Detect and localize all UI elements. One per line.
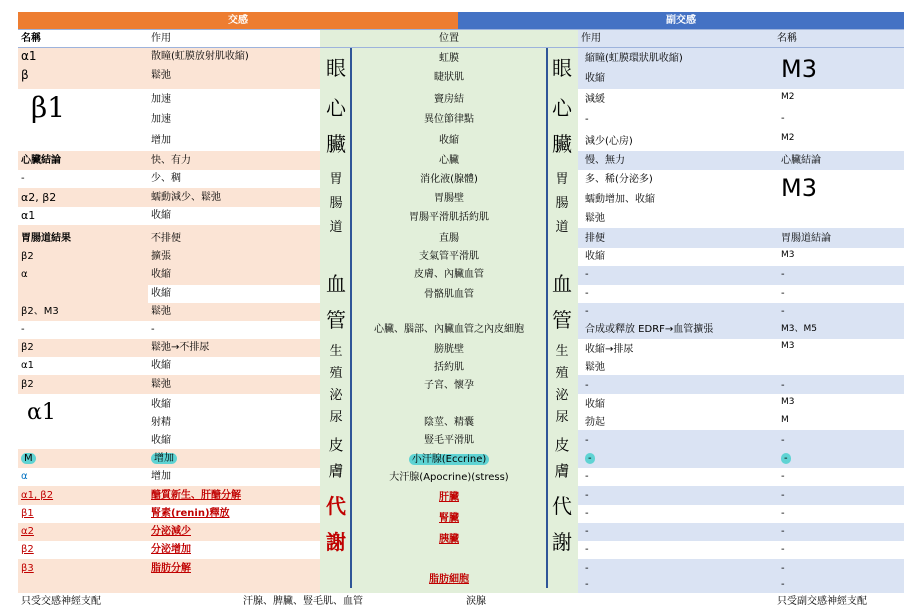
organ-eye-right: 眼 (552, 56, 572, 80)
right-action-25: - (585, 508, 589, 519)
right-action-7: 多、稀(分泌多) (585, 174, 653, 185)
organ-repro4-right: 尿 (555, 410, 569, 425)
left-name-1: α1 (21, 49, 37, 63)
left-action-27: 分泌增加 (151, 544, 191, 555)
position-17: 子宮、懷孕 (424, 380, 474, 391)
organ-skin2-right: 膚 (554, 462, 570, 480)
right-action-27: - (585, 544, 589, 555)
right-action-10: 排便 (585, 233, 605, 244)
left-action-2: 鬆弛 (151, 70, 171, 81)
left-action-21: 收縮 (151, 435, 171, 446)
left-name-8: 胃腸道結果 (21, 233, 71, 244)
position-1: 虹膜 (439, 53, 459, 64)
position-3: 竇房結 (434, 94, 464, 105)
right-name-24: - (781, 563, 785, 574)
left-name-22: β2 (21, 544, 34, 555)
right-name-14: - (781, 380, 785, 391)
position-column-header: 位置 (320, 30, 578, 47)
left-action-5: 增加 (151, 135, 171, 146)
position-18: 陰莖、精囊 (424, 417, 474, 428)
right-name-13: M3 (781, 341, 795, 351)
left-action-8: 蠕動減少、鬆弛 (151, 192, 221, 203)
left-action-26: 分泌減少 (151, 526, 191, 537)
left-action-10: 不排便 (151, 233, 181, 244)
sympathetic-header: 交感 (18, 12, 458, 29)
right-name-11: - (781, 306, 785, 317)
right-name-2: M2 (781, 92, 795, 102)
right-name-12: M3、M5 (781, 324, 817, 334)
left-action-12: 收縮 (151, 269, 171, 280)
parasympathetic-header: 副交感 (458, 12, 904, 29)
left-name-23: β3 (21, 563, 34, 574)
left-name-15: β2 (21, 379, 34, 390)
right-action-4: - (585, 114, 589, 125)
position-15: 膀胱壁 (434, 344, 464, 355)
p-name-column-header: 名稱 (774, 30, 904, 47)
left-action-3: 加速 (151, 94, 171, 105)
right-action-24: - (585, 490, 589, 501)
right-action-16: 收縮→排尿 (585, 344, 634, 355)
right-action-22: - (582, 450, 774, 468)
position-8: 胃腸壁 (434, 193, 464, 204)
left-action-6: 快、有力 (151, 155, 191, 166)
left-name-20: β1 (21, 508, 34, 519)
right-name-22: - (781, 526, 785, 537)
organ-gi3-right: 道 (555, 220, 569, 235)
right-name-21: - (781, 508, 785, 519)
footer-left: 只受交感神經支配 (18, 593, 148, 610)
right-name-17: - (781, 435, 785, 446)
right-name-19: - (781, 471, 785, 482)
organ-meta2-left: 謝 (326, 530, 346, 554)
right-name-3: - (781, 113, 785, 124)
right-action-23: - (585, 471, 589, 482)
left-name-11: β2、M3 (21, 306, 59, 317)
right-name-1: M3 (781, 55, 817, 83)
organ-repro2-left: 殖 (329, 366, 343, 381)
position-12: 皮膚、內臟血管 (414, 269, 484, 280)
organ-gi1-right: 胃 (555, 172, 569, 187)
right-action-21: - (585, 435, 589, 446)
position-9: 胃腸平滑肌括約肌 (409, 212, 489, 223)
right-name-7: 胃腸道結論 (781, 233, 831, 244)
position-20: 小汗腺(Eccrine) (352, 451, 546, 469)
organ-heart1-right: 心 (552, 96, 572, 120)
position-23: 腎臟 (439, 513, 459, 524)
organ-gi2-left: 腸 (329, 196, 343, 211)
left-action-22: 增加 (148, 450, 320, 468)
organ-heart2-left: 臟 (326, 132, 346, 156)
organ-eye-left: 眼 (326, 56, 346, 80)
organ-vessel2-right: 管 (552, 308, 572, 332)
left-action-11: 擴張 (151, 251, 171, 262)
left-name-5: - (21, 173, 25, 184)
right-name-5: 心臟結論 (781, 155, 821, 166)
left-name-6: α2, β2 (21, 191, 57, 204)
left-action-4: 加速 (151, 114, 171, 125)
right-action-5: 減少(心房) (585, 136, 633, 147)
right-name-23: - (781, 544, 785, 555)
left-name-9: β2 (21, 251, 34, 262)
organ-repro4-left: 尿 (329, 410, 343, 425)
position-4: 異位節律點 (424, 114, 474, 125)
left-action-17: 收縮 (151, 360, 171, 371)
left-action-14: 鬆弛 (151, 306, 171, 317)
left-name-21: α2 (21, 526, 34, 537)
right-action-14: - (585, 306, 589, 317)
organ-skin1-left: 皮 (328, 436, 344, 454)
left-name-18: α (21, 471, 28, 482)
right-action-20: 勃起 (585, 417, 605, 428)
organ-repro1-right: 生 (555, 344, 569, 359)
position-2: 睫狀肌 (434, 72, 464, 83)
organ-meta1-right: 代 (552, 494, 572, 518)
left-action-15: - (151, 324, 155, 335)
right-action-12: - (585, 269, 589, 280)
right-action-19: 收縮 (585, 399, 605, 410)
right-name-9: - (781, 269, 785, 280)
right-action-28: - (585, 563, 589, 574)
right-name-16: M (781, 415, 789, 425)
left-action-28: 脂肪分解 (151, 563, 191, 574)
p-action-column-header: 作用 (578, 30, 774, 47)
left-action-23: 增加 (151, 471, 171, 482)
position-7: 消化液(腺體) (420, 174, 478, 185)
left-action-1: 散瞳(虹膜放射肌收縮) (151, 51, 249, 62)
organ-skin1-right: 皮 (554, 436, 570, 454)
position-13: 骨骼肌血管 (424, 289, 474, 300)
left-name-14: α1 (21, 360, 34, 371)
position-22: 肝臟 (439, 492, 459, 503)
left-action-25: 腎素(renin)釋放 (151, 508, 230, 519)
left-name-7: α1 (21, 209, 36, 222)
organ-meta1-left: 代 (326, 494, 346, 518)
right-action-15: 合成或釋放 EDRF→血管擴張 (585, 324, 714, 335)
position-25: 脂肪細胞 (429, 574, 469, 585)
position-19: 豎毛平滑肌 (424, 435, 474, 446)
right-action-13: - (585, 288, 589, 299)
left-action-16: 鬆弛→不排尿 (151, 342, 210, 353)
organ-heart2-right: 臟 (552, 132, 572, 156)
left-action-19: 收縮 (151, 399, 171, 410)
organ-repro3-left: 泌 (329, 388, 343, 403)
right-name-6: M3 (781, 174, 817, 202)
right-action-8: 蠕動增加、收縮 (585, 194, 655, 205)
action-column-header: 作用 (148, 30, 320, 47)
right-action-18: - (585, 380, 589, 391)
left-name-19: α1, β2 (21, 490, 54, 501)
left-action-13: 收縮 (151, 288, 171, 299)
organ-heart1-left: 心 (326, 96, 346, 120)
right-action-11: 收縮 (585, 251, 605, 262)
organ-meta2-right: 謝 (552, 530, 572, 554)
organ-repro2-right: 殖 (555, 366, 569, 381)
left-name-13: β2 (21, 342, 34, 353)
left-name-17: M (18, 450, 148, 468)
organ-gi1-left: 胃 (329, 172, 343, 187)
left-name-12: - (21, 324, 25, 335)
left-name-3: β1 (31, 91, 66, 124)
left-name-4: 心臟結論 (21, 155, 61, 166)
right-name-20: - (781, 490, 785, 501)
position-6: 心臟 (439, 155, 459, 166)
right-name-8: M3 (781, 250, 795, 260)
organ-gi2-right: 腸 (555, 196, 569, 211)
left-action-9: 收縮 (151, 210, 171, 221)
left-action-20: 射精 (151, 417, 171, 428)
right-name-25: - (781, 579, 785, 590)
organ-repro1-left: 生 (329, 344, 343, 359)
left-action-18: 鬆弛 (151, 379, 171, 390)
right-name-10: - (781, 288, 785, 299)
organ-vessel2-left: 管 (326, 308, 346, 332)
organ-skin2-left: 膚 (328, 462, 344, 480)
left-action-7: 少、稠 (151, 173, 181, 184)
position-11: 支氣管平滑肌 (419, 251, 479, 262)
left-name-2: β (21, 68, 29, 82)
organ-vessel1-right: 血 (552, 272, 572, 296)
footer-middle-2: 淚腺 (458, 593, 774, 610)
footer-middle: 汗腺、脾臟、豎毛肌、血管 (148, 593, 458, 610)
footer-right: 只受副交感神經支配 (774, 593, 904, 610)
right-action-3: 減緩 (585, 94, 605, 105)
name-column-header: 名稱 (18, 30, 148, 47)
left-action-24: 醣質新生、肝醣分解 (151, 490, 241, 501)
organ-repro3-right: 泌 (555, 388, 569, 403)
position-21: 大汗腺(Apocrine)(stress) (389, 472, 509, 483)
left-name-16: α1 (27, 400, 56, 425)
right-action-2: 收縮 (585, 73, 605, 84)
right-action-6: 慢、無力 (585, 155, 625, 166)
right-action-17: 鬆弛 (585, 362, 605, 373)
left-name-10: α (21, 269, 28, 280)
organ-vessel1-left: 血 (326, 272, 346, 296)
position-14: 心臟、腦部、內臟血管之內皮細胞 (374, 324, 524, 335)
right-action-29: - (585, 579, 589, 590)
right-action-1: 縮瞳(虹膜環狀肌收縮) (585, 53, 683, 64)
right-name-18: - (778, 450, 904, 468)
right-action-26: - (585, 526, 589, 537)
right-name-15: M3 (781, 397, 795, 407)
right-action-9: 鬆弛 (585, 213, 605, 224)
organ-gi3-left: 道 (329, 220, 343, 235)
position-10: 直腸 (439, 233, 459, 244)
right-name-4: M2 (781, 133, 795, 143)
position-5: 收縮 (439, 135, 459, 146)
position-24: 胰臟 (439, 534, 459, 545)
position-16: 括約肌 (434, 362, 464, 373)
